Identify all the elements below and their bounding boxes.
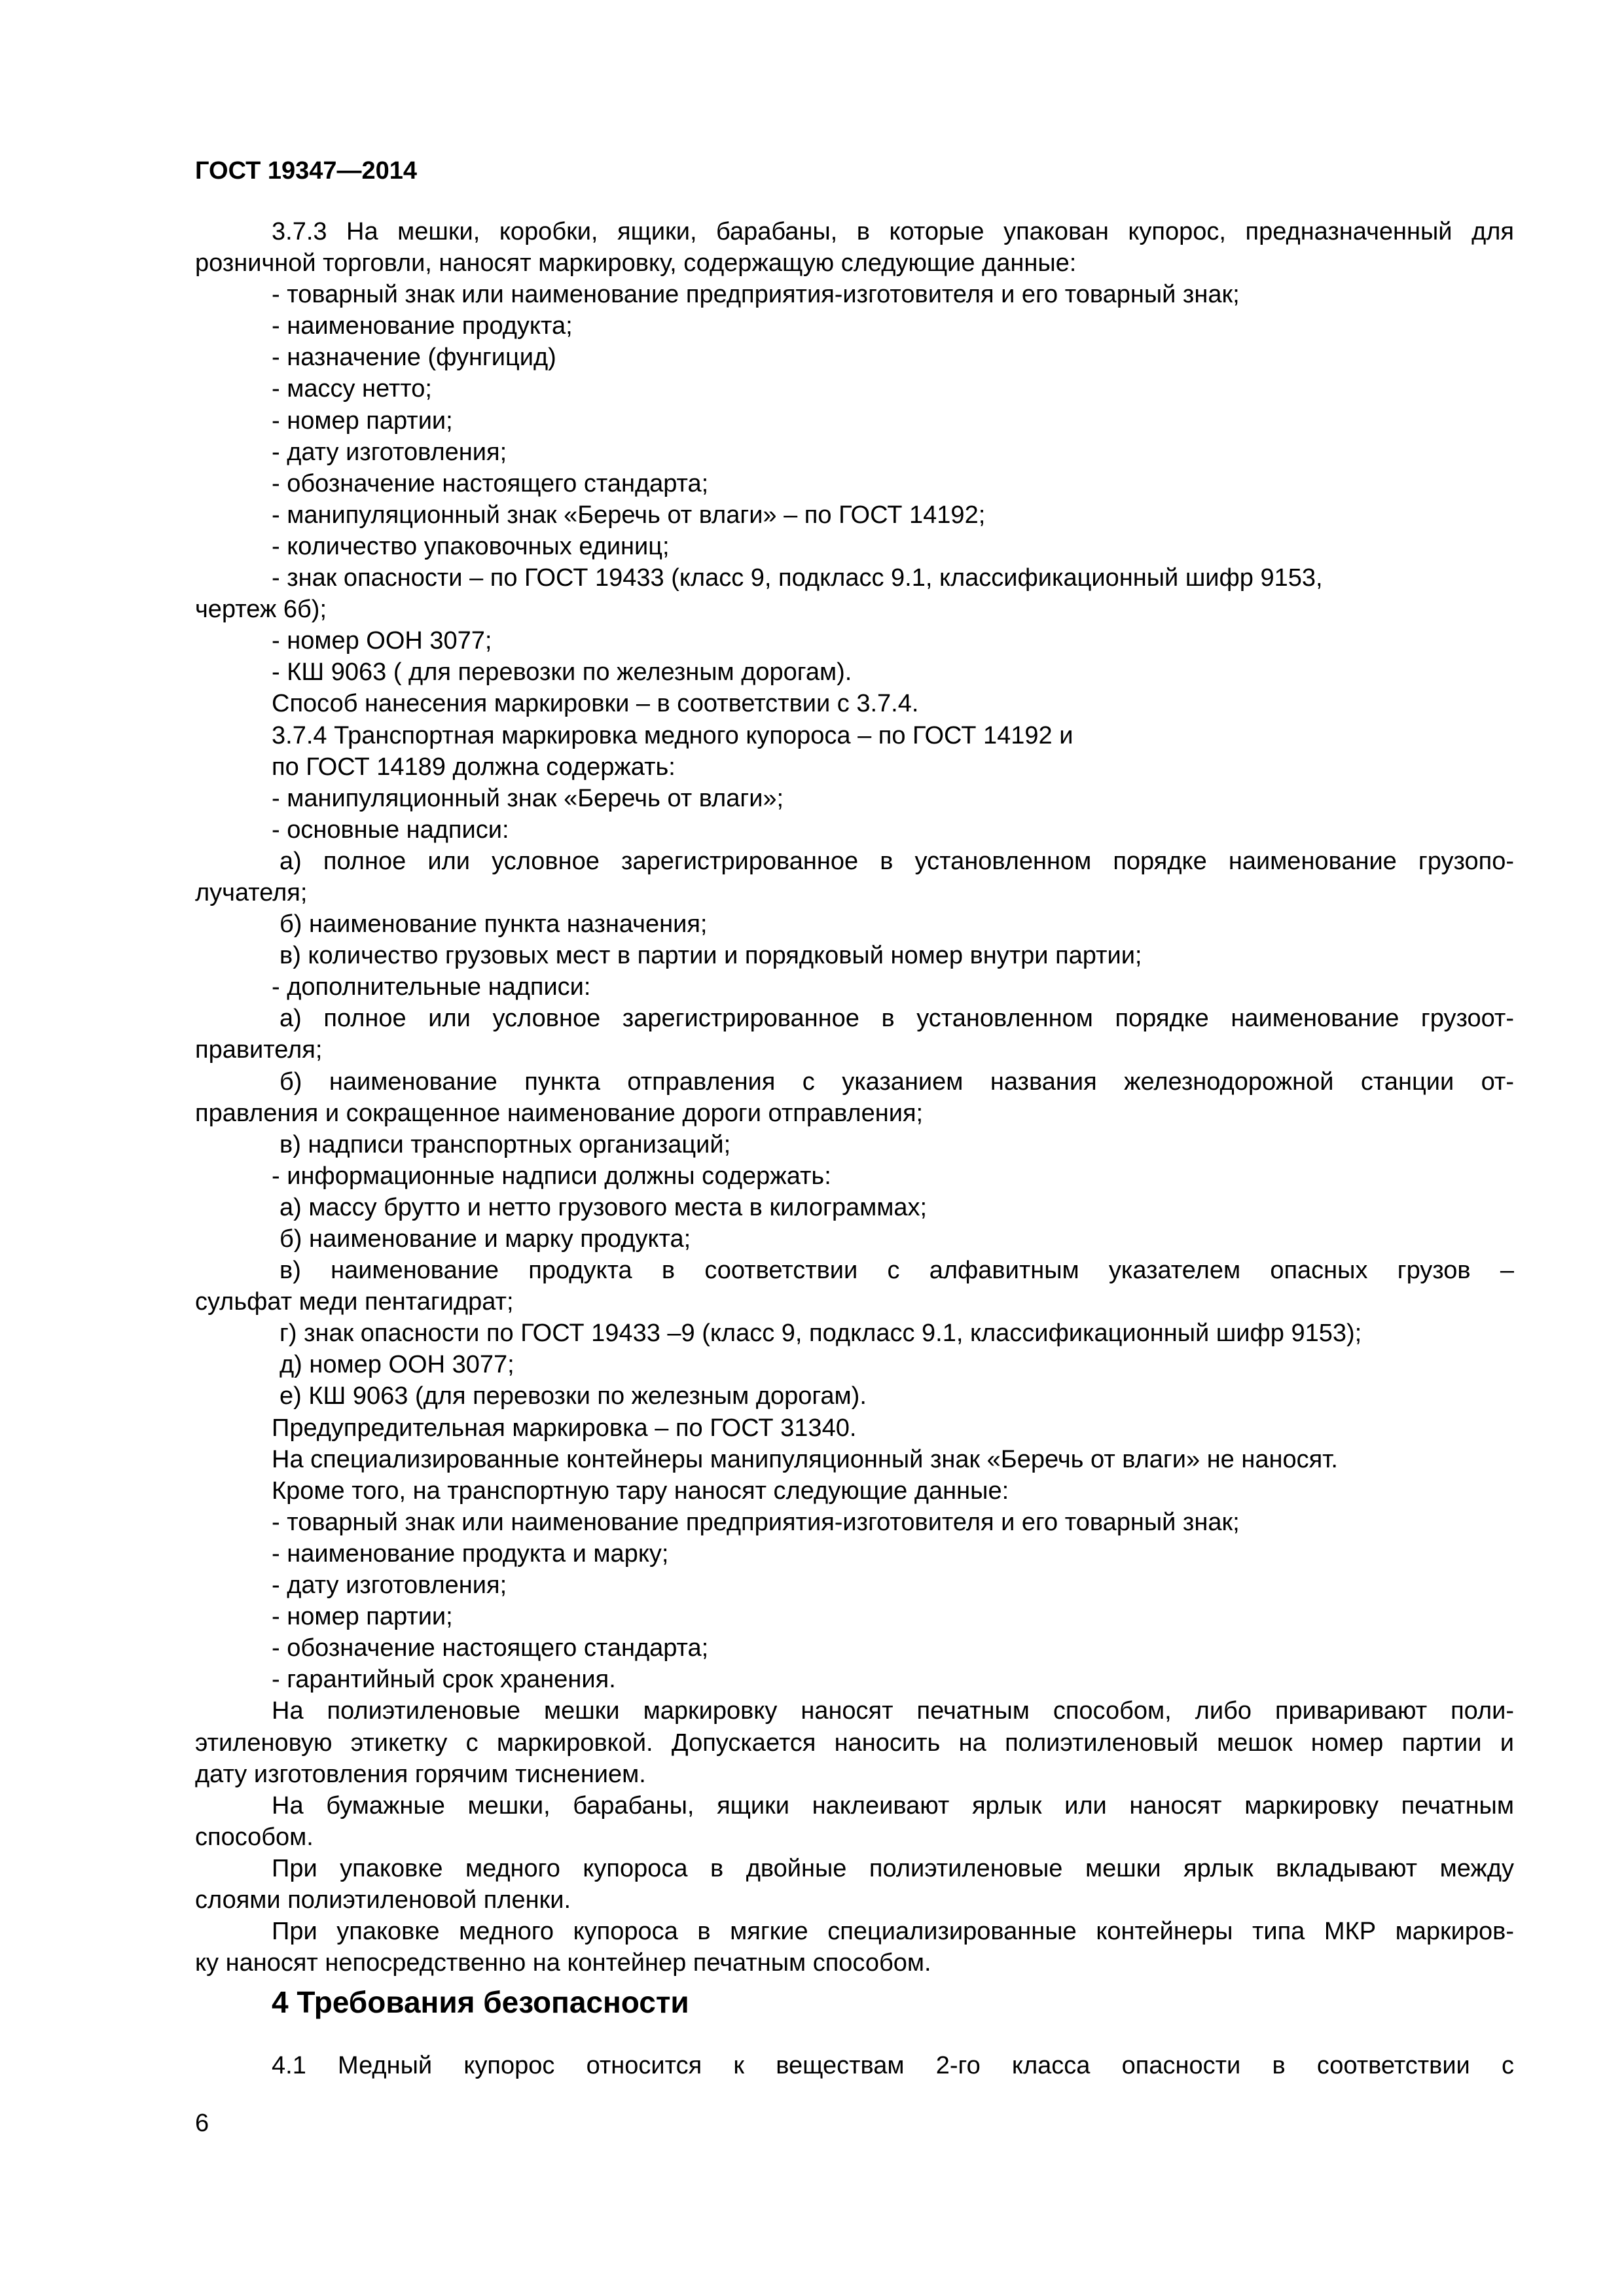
text-line: по ГОСТ 14189 должна содержать:: [272, 753, 676, 781]
text-line: - назначение (фунгицид): [272, 344, 556, 372]
text-line: слоями полиэтиленовой пленки.: [195, 1886, 571, 1914]
text-line: Кроме того, на транспортную тару наносят следующие данные:: [272, 1477, 1009, 1505]
text-line: д) номер ООН 3077;: [280, 1351, 514, 1379]
text-line: На бумажные мешки, барабаны, ящики наклеивают ярлык или наносят маркировку печатным: [272, 1791, 1514, 1820]
text-line: - КШ 9063 ( для перевозки по железным дорогам).: [272, 658, 852, 687]
text-line: - гарантийный срок хранения.: [272, 1666, 616, 1694]
text-line: г) знак опасности по ГОСТ 19433 –9 (класс 9, подкласс 9.1, классификационный шифр 9153);: [280, 1319, 1362, 1348]
text-line: способом.: [195, 1823, 314, 1851]
text-line: - количество упаковочных единиц;: [272, 532, 670, 560]
text-line: ку наносят непосредственно на контейнер печатным способом.: [195, 1949, 931, 1977]
section-heading: 4 Требования безопасности: [272, 1985, 689, 2019]
text-line: - знак опасности – по ГОСТ 19433 (класс 9, подкласс 9.1, классификационный шифр 9153,: [272, 564, 1323, 592]
text-line: - дополнительные надписи:: [272, 973, 591, 1001]
text-line: - манипуляционный знак «Беречь от влаги»;: [272, 784, 784, 812]
text-line: сульфат меди пентагидрат;: [195, 1288, 514, 1316]
text-line: - номер партии;: [272, 1603, 453, 1631]
text-line: При упаковке медного купороса в двойные полиэтиленовые мешки ярлык вкладывают между: [272, 1854, 1514, 1882]
text-line: - обозначение настоящего стандарта;: [272, 1634, 709, 1662]
text-line: б) наименование и марку продукта;: [280, 1225, 691, 1253]
text-line: 3.7.4 Транспортная маркировка медного купороса – по ГОСТ 14192 и: [272, 721, 1074, 749]
text-line: дату изготовления горячим тиснением.: [195, 1760, 646, 1788]
text-line: При упаковке медного купороса в мягкие специализированные контейнеры типа МКР маркиров-: [272, 1918, 1514, 1946]
text-line: - дату изготовления;: [272, 1571, 507, 1600]
text-line: е) КШ 9063 (для перевозки по железным дорогам).: [280, 1382, 867, 1410]
text-line: Предупредительная маркировка – по ГОСТ 31340.: [272, 1414, 857, 1442]
text-line: в) наименование продукта в соответствии с алфавитным указателем опасных грузов –: [280, 1257, 1514, 1285]
text-line: а) полное или условное зарегистрированное в установленном порядке наименование грузоот-: [280, 1005, 1514, 1033]
text-line: На специализированные контейнеры манипуляционный знак «Беречь от влаги» не наносят.: [272, 1445, 1338, 1473]
text-line: правителя;: [195, 1036, 323, 1064]
text-line: в) надписи транспортных организаций;: [280, 1130, 731, 1158]
text-line: - товарный знак или наименование предприятия-изготовителя и его товарный знак;: [272, 281, 1240, 309]
text-line: - обозначение настоящего стандарта;: [272, 469, 709, 497]
text-line: - наименование продукта;: [272, 312, 573, 340]
text-line: лучателя;: [195, 878, 308, 906]
text-line: - информационные надписи должны содержать:: [272, 1162, 831, 1190]
text-line: - манипуляционный знак «Беречь от влаги» – по ГОСТ 14192;: [272, 501, 986, 529]
text-line: - основные надписи:: [272, 816, 509, 844]
text-line: - дату изготовления;: [272, 438, 507, 466]
text-line: б) наименование пункта отправления с указанием названия железнодорожной станции от-: [280, 1067, 1514, 1096]
text-line: в) количество грузовых мест в партии и порядковый номер внутри партии;: [280, 942, 1142, 970]
text-line: На полиэтиленовые мешки маркировку наносят печатным способом, либо приваривают поли-: [272, 1697, 1514, 1725]
text-line: чертеж 6б);: [195, 596, 327, 624]
document-body: [195, 216, 1514, 1979]
text-line: - наименование продукта и марку;: [272, 1539, 669, 1568]
document-header: ГОСТ 19347—2014: [195, 157, 418, 185]
text-line: этиленовую этикетку с маркировкой. Допускается наносить на полиэтиленовый мешок номер партии и: [195, 1729, 1514, 1757]
text-line: правления и сокращенное наименование дороги отправления;: [195, 1099, 924, 1127]
text-line: - номер партии;: [272, 406, 453, 435]
text-line: - номер ООН 3077;: [272, 627, 492, 655]
paragraph-line: [195, 2050, 1514, 2081]
last-paragraph-line: 4.1 Медный купорос относится к веществам 2-го класса опасности в соответствии с: [272, 2052, 1514, 2079]
text-line: б) наименование пункта назначения;: [280, 910, 708, 939]
page-number: 6: [195, 2109, 209, 2137]
text-line: 3.7.3 На мешки, коробки, ящики, барабаны, в которые упакован купорос, предназначенный для: [272, 218, 1514, 245]
text-line: а) полное или условное зарегистрированное в установленном порядке наименование грузопо-: [280, 847, 1514, 875]
text-line: Способ нанесения маркировки – в соответствии с 3.7.4.: [272, 690, 919, 718]
text-line: - массу нетто;: [272, 375, 432, 403]
text-line: - товарный знак или наименование предприятия-изготовителя и его товарный знак;: [272, 1508, 1240, 1536]
text-line: розничной торговли, наносят маркировку, содержащую следующие данные:: [195, 249, 1077, 278]
text-line: а) массу брутто и нетто грузового места в килограммах;: [280, 1193, 928, 1221]
